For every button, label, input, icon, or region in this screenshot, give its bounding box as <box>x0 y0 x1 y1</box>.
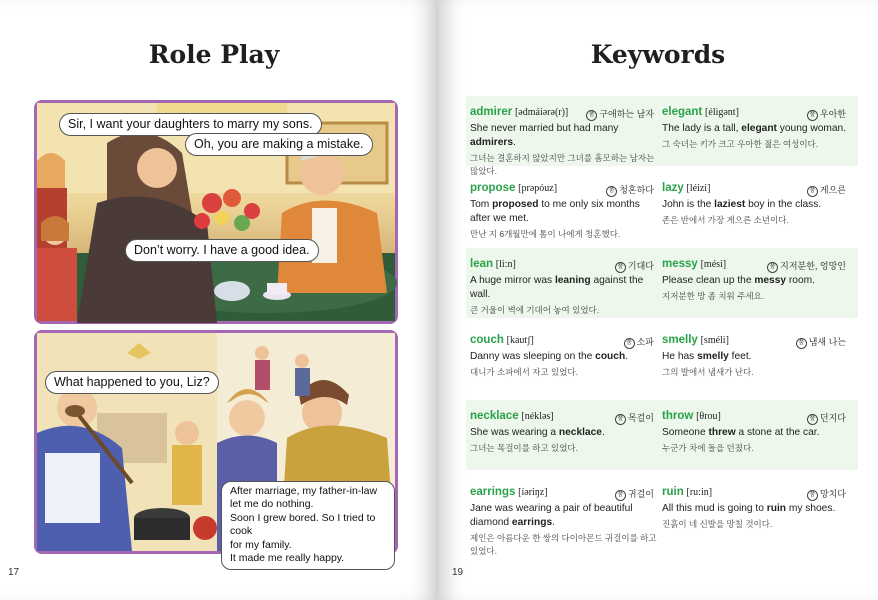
sentence-keyword: elegant <box>741 123 777 134</box>
keyword-header <box>662 106 852 120</box>
sentence-text: She never married but had many <box>470 123 619 134</box>
meaning-text: 소파 <box>636 337 654 347</box>
keyword-entry <box>470 258 660 317</box>
keyword-entry <box>662 106 852 151</box>
korean-meaning <box>615 411 654 425</box>
keyword-header <box>470 486 660 500</box>
sentence-keyword: necklace <box>558 427 602 438</box>
sentence-keyword: admirers <box>470 137 514 149</box>
pronunciation: [kautʃ] <box>506 335 534 346</box>
keyword-entry <box>470 486 660 559</box>
keyword-header <box>470 106 660 120</box>
sentence-text: Jane was wearing a pair of beautiful diamond <box>470 503 633 529</box>
keyword-entry <box>470 106 660 179</box>
speech-bubble: Sir, I want your daughters to marry my sons. <box>59 113 322 136</box>
part-of-speech-icon: 품 <box>767 262 778 273</box>
keyword-header <box>662 486 852 500</box>
korean-translation: 존은 반에서 가장 게으른 소년이다. <box>662 215 789 226</box>
example-sentence <box>470 198 660 226</box>
meaning-text: 청혼하다 <box>619 185 654 195</box>
sentence-keyword: smelly <box>697 351 729 362</box>
sentence-keyword: proposed <box>492 199 539 210</box>
keyword-entry <box>662 182 852 227</box>
korean-meaning <box>586 107 654 121</box>
keyword-row <box>466 324 858 394</box>
sentence-text: Someone <box>662 427 709 438</box>
part-of-speech-icon: 품 <box>606 186 617 197</box>
speech-bubble: What happened to you, Liz? <box>45 371 219 394</box>
meaning-text: 구애하는 남자 <box>599 109 654 119</box>
sentence-text: A huge mirror was <box>470 275 555 286</box>
keyword-entry <box>470 334 660 379</box>
korean-translation: 대니가 소파에서 자고 있었다. <box>470 367 578 378</box>
korean-translation: 큰 거울이 벽에 기대어 놓여 있었다. <box>470 305 600 316</box>
korean-meaning <box>807 107 846 121</box>
korean-meaning <box>796 335 846 349</box>
keyword-row <box>466 96 858 177</box>
sentence-text: to me only six months after we met. <box>470 199 640 225</box>
speech-bubble: Don’t worry. I have a good idea. <box>125 239 319 262</box>
korean-meaning <box>807 411 846 425</box>
keyword: throw <box>662 410 694 422</box>
keyword: messy <box>662 258 698 270</box>
keyword-row <box>466 248 858 318</box>
keyword-entry <box>662 486 852 531</box>
keyword: elegant <box>662 106 703 118</box>
meaning-text: 기대다 <box>627 261 654 271</box>
korean-meaning <box>807 183 846 197</box>
right-page <box>438 0 878 600</box>
keyword: necklace <box>470 410 519 422</box>
sentence-keyword: messy <box>754 275 787 286</box>
sentence-text: . <box>513 137 516 149</box>
pronunciation: [ru:in] <box>686 487 713 498</box>
example-sentence <box>470 122 660 150</box>
pronunciation: [éligənt] <box>705 107 739 118</box>
example-sentence <box>662 350 852 364</box>
keyword: admirer <box>470 106 513 118</box>
korean-translation: 만난 지 6개월만에 톰이 나에게 청혼했다. <box>470 229 621 240</box>
korean-translation: 누군가 차에 돌을 던졌다. <box>662 443 754 454</box>
speech-bubble: Oh, you are making a mistake. <box>185 133 373 156</box>
keyword-header <box>662 410 852 424</box>
keyword-header <box>662 258 852 272</box>
keyword-header <box>662 182 852 196</box>
page-title: Role Play <box>148 40 280 69</box>
sentence-text: Danny was sleeping on the <box>470 351 596 362</box>
korean-translation: 진흙이 네 신발을 망칠 것이다. <box>662 519 773 530</box>
meaning-text: 우아한 <box>819 109 846 119</box>
korean-translation: 그녀는 결혼하지 않았지만 그녀를 흠모하는 남자는 많았다. <box>470 153 655 177</box>
comic-panel-2 <box>34 330 398 565</box>
part-of-speech-icon: 품 <box>807 490 818 501</box>
example-sentence <box>470 502 660 530</box>
sentence-text: a stone at the car. <box>735 427 820 438</box>
page-number: 17 <box>8 567 20 578</box>
sentence-text: She was wearing a <box>470 427 559 438</box>
keyword: lean <box>470 258 494 270</box>
sentence-keyword: ruin <box>766 503 787 514</box>
sentence-keyword: earrings <box>511 517 553 529</box>
sentence-text: . <box>601 427 605 438</box>
korean-meaning <box>624 335 654 349</box>
keyword: earrings <box>470 486 516 498</box>
keyword-header <box>470 258 660 272</box>
meaning-text: 지저분한, 엉망인 <box>780 261 846 271</box>
sentence-text: Tom <box>470 199 493 210</box>
example-sentence <box>470 350 660 364</box>
keyword-header <box>470 182 660 196</box>
page-title: Keywords <box>590 40 726 69</box>
keyword-header <box>470 334 660 348</box>
example-sentence <box>662 502 852 516</box>
meaning-text: 게으른 <box>819 185 846 195</box>
korean-meaning <box>615 259 654 273</box>
pronunciation: [mési] <box>700 259 727 270</box>
meaning-text: 귀걸이 <box>627 489 654 499</box>
sentence-keyword: threw <box>708 427 736 438</box>
keyword-header <box>662 334 852 348</box>
example-sentence <box>470 274 660 302</box>
part-of-speech-icon: 품 <box>807 414 818 425</box>
sentence-text: All this mud is going to <box>662 503 767 514</box>
example-sentence <box>662 122 852 136</box>
korean-translation: 그의 발에서 냄새가 난다. <box>662 367 754 378</box>
part-of-speech-icon: 품 <box>624 338 635 349</box>
part-of-speech-icon: 품 <box>615 414 626 425</box>
keyword-row <box>466 172 858 242</box>
example-sentence <box>662 274 852 288</box>
sentence-text: . <box>552 517 555 529</box>
keyword: lazy <box>662 182 684 194</box>
example-sentence <box>662 198 852 212</box>
keyword-entry <box>662 410 852 455</box>
example-sentence <box>470 426 660 440</box>
part-of-speech-icon: 품 <box>796 338 807 349</box>
pronunciation: [íәriŋz] <box>518 487 548 498</box>
keyword: ruin <box>662 486 684 498</box>
sentence-keyword: laziest <box>714 199 746 210</box>
korean-meaning <box>606 183 654 197</box>
keyword-row <box>466 476 858 557</box>
korean-translation: 제인은 아름다운 한 쌍의 다이아몬드 귀걸이를 하고 있었다. <box>470 533 657 557</box>
part-of-speech-icon: 품 <box>807 110 818 121</box>
meaning-text: 망치다 <box>819 489 846 499</box>
page-number: 19 <box>452 567 464 578</box>
pronunciation: [sméli] <box>700 335 729 346</box>
sentence-text: John is the <box>662 199 715 210</box>
korean-translation: 그녀는 목걸이를 하고 있었다. <box>470 443 578 454</box>
sentence-text: my shoes. <box>786 503 836 514</box>
sentence-text: young woman. <box>776 123 847 134</box>
part-of-speech-icon: 품 <box>807 186 818 197</box>
left-page <box>0 0 438 600</box>
meaning-text: 던지다 <box>819 413 846 423</box>
sentence-text: The lady is a tall, <box>662 123 742 134</box>
sentence-keyword: leaning <box>554 275 591 286</box>
speech-bubble: After marriage, my father-in-law let me do nothing. Soon I grew bored. So I tried to cook for my family. It made me really happy. <box>221 481 395 570</box>
korean-meaning <box>767 259 846 273</box>
sentence-text: He has <box>662 351 698 362</box>
meaning-text: 목걸이 <box>627 413 654 423</box>
pronunciation: [ədmáiərə(r)] <box>514 107 569 118</box>
sentence-text: room. <box>786 275 815 286</box>
sentence-text: . <box>625 351 629 362</box>
keyword-entry <box>662 334 852 379</box>
keyword-entry <box>470 410 660 455</box>
meaning-text: 냄새 나는 <box>808 337 846 347</box>
korean-meaning <box>807 487 846 501</box>
sentence-text: feet. <box>728 351 752 362</box>
keyword: smelly <box>662 334 698 346</box>
pronunciation: [néklәs] <box>521 411 554 422</box>
part-of-speech-icon: 품 <box>615 490 626 501</box>
pronunciation: [θrou] <box>696 411 721 422</box>
korean-translation: 그 숙녀는 키가 크고 우아한 젊은 여성이다. <box>662 139 819 150</box>
part-of-speech-icon: 품 <box>586 110 597 121</box>
sentence-keyword: couch <box>595 351 626 362</box>
keyword: propose <box>470 182 516 194</box>
sentence-text: against the wall. <box>470 275 644 301</box>
korean-meaning <box>615 487 654 501</box>
sentence-text: boy in the class. <box>745 199 822 210</box>
comic-panel-1 <box>34 100 398 324</box>
example-sentence <box>662 426 852 440</box>
pronunciation: [prəpóuz] <box>518 183 558 194</box>
keyword-header <box>470 410 660 424</box>
keyword-row <box>466 400 858 470</box>
keyword-entry <box>470 182 660 241</box>
pronunciation: [li:n] <box>495 259 516 270</box>
korean-translation: 지저분한 방 좀 치워 주세요. <box>662 291 765 302</box>
sentence-text: Please clean up the <box>662 275 755 286</box>
part-of-speech-icon: 품 <box>615 262 626 273</box>
keyword: couch <box>470 334 504 346</box>
keyword-entry <box>662 258 852 303</box>
pronunciation: [léizi] <box>686 183 711 194</box>
